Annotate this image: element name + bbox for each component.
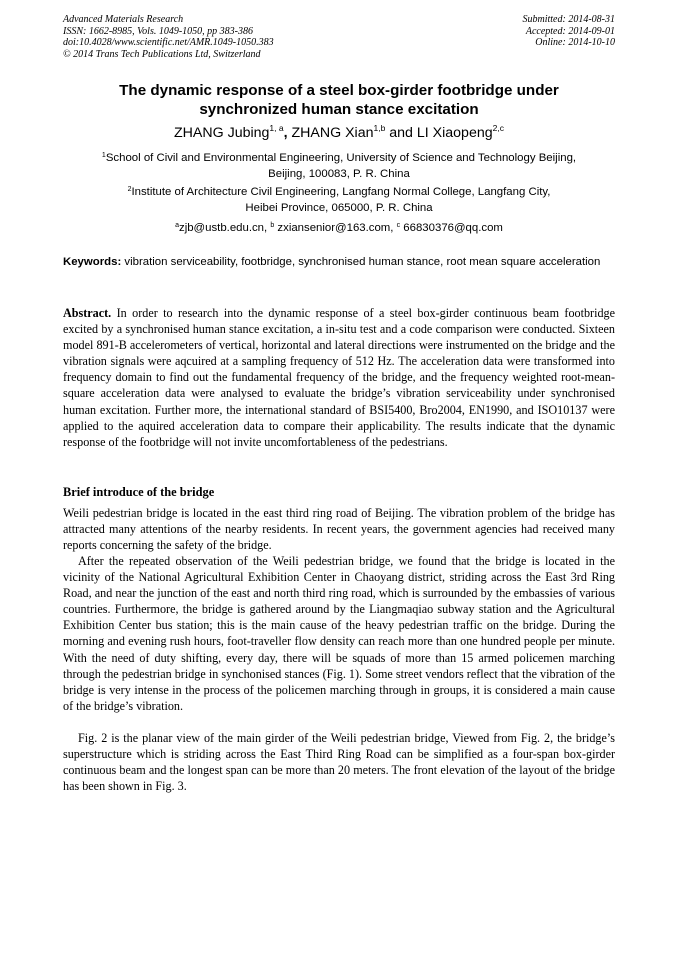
abstract (63, 305, 615, 450)
journal-info (63, 14, 274, 60)
email-c-sup: c (396, 222, 401, 229)
author-2-sup: 1,b (373, 123, 386, 133)
online-date: Online: 2014-10-10 (535, 37, 615, 48)
title-line-2: synchronized human stance excitation (199, 101, 479, 118)
affiliation-2-sup: 2 (127, 186, 132, 193)
affiliation-2-line-2: Heibei Province, 065000, P. R. China (245, 202, 433, 214)
affiliation-2-line-1: Institute of Architecture Civil Engineering, Langfang Normal College, Langfang City, (131, 186, 551, 198)
keywords-label: Keywords: (63, 256, 122, 268)
affiliation-1-line-2: Beijing, 100083, P. R. China (268, 168, 410, 180)
email-c: 66830376@qq.com (400, 222, 503, 234)
author-3-sup: 2,c (492, 123, 504, 133)
email-a-sup: a (175, 222, 179, 229)
abstract-text: In order to research into the dynamic response of a steel box-girder continuous beam footbridge excited by a synchronised human stance excitation, a in-situ test and a code comparison were conducted. Sixteen model 891-B accelerometers of vertical, horizontal and lateral directions were instrumented on the bridge and the vibration signals were aqcuired at a sampling frequency of 512 Hz. The acceleration data were transformed into frequency domain to find out the fundamental frequency of the bridge, and the frequency weighted root-mean-square acceleration data were analysed to evaluate the bridge’s vibration serviceability under synchronised human excitation. Further more, the international standard of BSI5400, Bro2004, EN1990, and ISO10137 were applied to the aquired acceleration data to compare their applicability. The results indicate that the dynamic response of the footbridge will not invite uncomfortableness of the pedestrians. (63, 306, 615, 449)
submitted-date: Submitted: 2014-08-31 (522, 14, 615, 25)
title-line-1: The dynamic response of a steel box-girder footbridge under (119, 82, 559, 99)
author-3-name: LI Xiaopeng (416, 125, 493, 141)
body-paragraph-1: Weili pedestrian bridge is located in the east third ring road of Beijing. The vibration problem of the bridge has attracted many attentions of the nearby residents. In recent years, the government agencies had received many reports concerning the safety of the bridge. (63, 506, 615, 553)
author-2-name: ZHANG Xian (291, 125, 374, 141)
body-paragraph-2: After the repeated observation of the Weili pedestrian bridge, we found that the bridge is located in the vicinity of the National Agricultural Exhibition Center in Chaoyang district, striding across the East 3rd Ring Road, and near the junction of the east and north third ring road, which is surrounded by the embassies of various countries. Furthermore, the bridge is gathered around by the Liangmaqiao subway station and the Agricultural Exhibition Center bus station; this is the main cause of the heavy pedestrian traffic on the bridge. During the morning and evening rush hours, foot-traveller flow density can reach more than one hundred people per minute. With the need of duty shifting, every day, there will be squads of more than 15 armed policemen marching through the pedestrian bridge in synchonised stances (Fig. 1). Some street vendors reflect that the vibration of the bridge is very intense in the process of the policemen marching through in groups, it is considered a main cause of the bridge’s vibration. (63, 554, 615, 713)
journal-name: Advanced Materials Research (63, 14, 184, 25)
author-list (63, 124, 615, 142)
author-1-sup: 1, a (269, 123, 284, 133)
keywords-text: vibration serviceability, footbridge, synchronised human stance, root mean square acceleration (121, 256, 601, 268)
abstract-label: Abstract. (63, 306, 112, 320)
author-emails (63, 220, 615, 236)
journal-issn: ISSN: 1662-8985, Vols. 1049-1050, pp 383-386 (63, 25, 253, 37)
email-a: zjb@ustb.edu.cn, (179, 222, 271, 234)
affiliation-2 (63, 184, 615, 216)
author-separator-1: , (283, 125, 292, 141)
publication-dates (523, 14, 616, 49)
journal-copyright: © 2014 Trans Tech Publications Ltd, Switzerland (63, 48, 261, 60)
email-b: zxiansenior@163.com, (274, 222, 397, 234)
affiliation-1-line-1: School of Civil and Environmental Engineering, University of Science and Technology Beijing, (105, 152, 577, 164)
author-separator-2: and (385, 125, 417, 141)
section-heading: Brief introduce of the bridge (63, 485, 215, 499)
accepted-date: Accepted: 2014-09-01 (525, 25, 615, 37)
author-1-name: ZHANG Jubing (174, 125, 270, 141)
affiliation-1-sup: 1 (101, 152, 106, 159)
affiliation-1 (63, 150, 615, 182)
paper-title (63, 81, 615, 119)
body-paragraph-3: Fig. 2 is the planar view of the main girder of the Weili pedestrian bridge, Viewed from Fig. 2, the bridge’s superstructure which is striding across the East Third Ring Road can be simplified as a four-span box-girder continuous beam and the longest span can be more than 20 meters. The front elevation of the layout of the bridge has been shown in Fig. 3. (63, 731, 615, 794)
email-b-sup: b (270, 222, 275, 229)
keywords (63, 255, 615, 271)
journal-doi: doi:10.4028/www.scientific.net/AMR.1049-1050.383 (63, 37, 274, 48)
